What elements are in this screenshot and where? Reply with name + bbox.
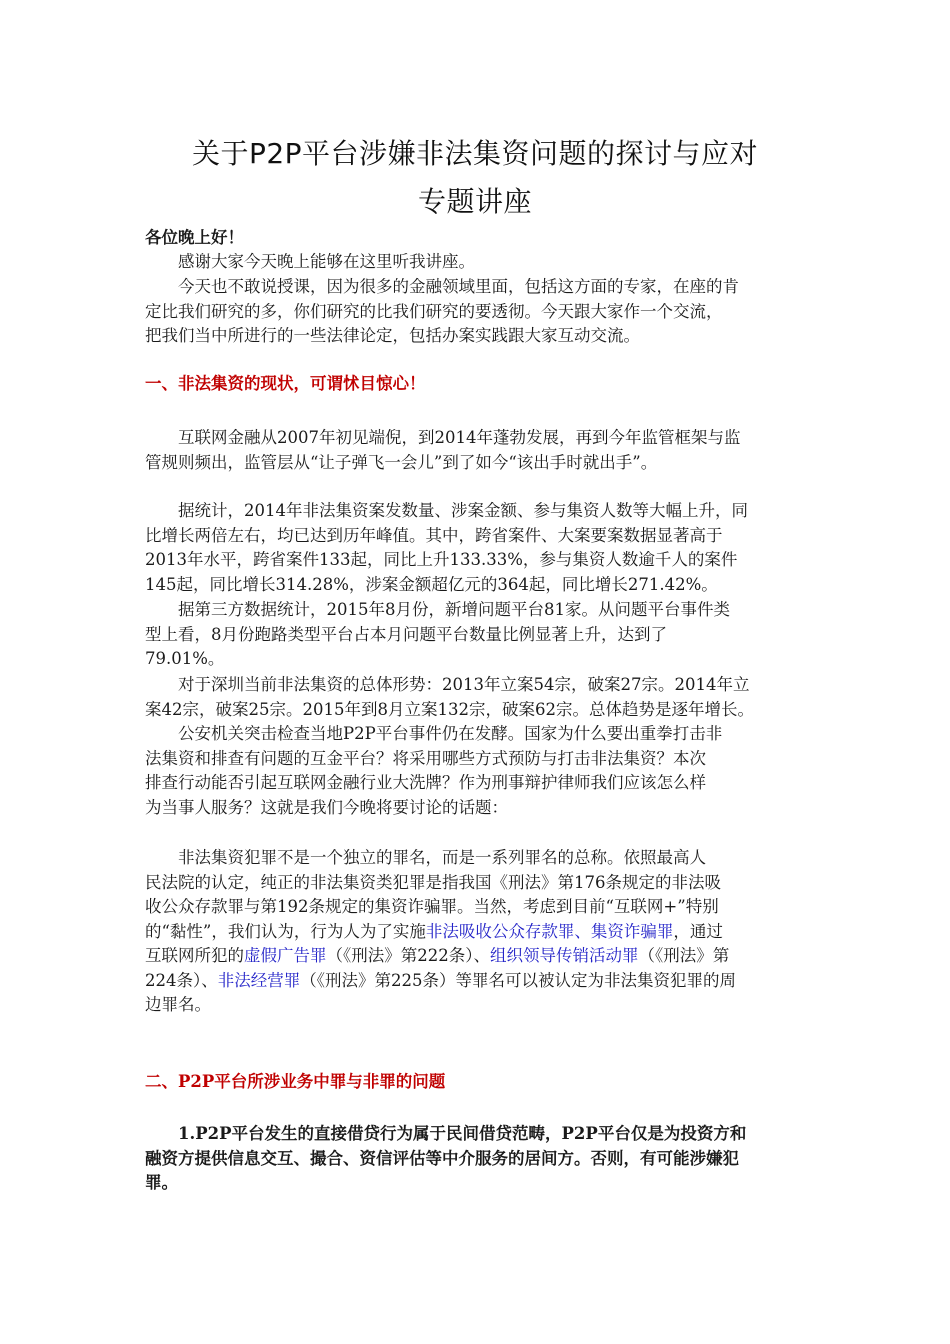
text-span: （《刑法》第 bbox=[638, 946, 730, 965]
text-line: 公安机关突击检查当地P2P平台事件仍在发酵。国家为什么要出重拳打击非 bbox=[145, 724, 723, 743]
text-span: 的“黏性”，我们认为，行为人为了实施 bbox=[145, 921, 426, 941]
section-1-paragraph-1 bbox=[145, 426, 815, 475]
text-line: 把我们当中所进行的一些法律论定，包括办案实践跟大家互动交流。 bbox=[145, 326, 640, 345]
section-2-heading: 二、P2P平台所涉业务中罪与非罪的问题 bbox=[145, 1072, 446, 1091]
text-line: 法集资和排查有问题的互金平台？将采用哪些方式预防与打击非法集资？本次 bbox=[145, 748, 706, 768]
text-line: 定比我们研究的多，你们研究的比我们研究的要透彻。今天跟大家作一个交流， bbox=[145, 301, 723, 321]
crime-link-illegal-deposit-fraud[interactable]: 非法吸收公众存款罪、集资诈骗罪 bbox=[425, 921, 674, 941]
text-line: 收公众存款罪与第192条规定的集资诈骗罪。当然，考虑到目前“互联网+”特别 bbox=[145, 897, 719, 916]
section-1-paragraph-2 bbox=[145, 499, 815, 597]
section-1-paragraph-3 bbox=[145, 598, 815, 672]
text-line: 型上看，8月份跑路类型平台占本月问题平台数量比例显著上升，达到了 bbox=[145, 624, 667, 644]
text-span: （《刑法》第222条）、 bbox=[326, 946, 490, 965]
text-line: 案42宗，破案25宗。2015年到8月立案132宗，破案62宗。总体趋势是逐年增长。 bbox=[145, 699, 754, 719]
crime-link-illegal-business[interactable]: 非法经营罪 bbox=[217, 970, 301, 990]
text-line bbox=[145, 944, 815, 969]
text-line: 边罪名。 bbox=[145, 995, 211, 1014]
text-line: 据统计，2014年非法集资案发数量、涉案金额、参与集资人数等大幅上升，同 bbox=[145, 501, 748, 520]
section-1-paragraph-6 bbox=[145, 846, 815, 1018]
text-line: 据第三方数据统计，2015年8月份，新增问题平台81家。从问题平台事件类 bbox=[145, 600, 730, 619]
crime-link-false-advertising[interactable]: 虚假广告罪 bbox=[244, 946, 327, 965]
text-line: 2013年水平，跨省案件133起，同比上升133.33%，参与集资人数逾千人的案件 bbox=[145, 550, 738, 569]
section-1-paragraph-4 bbox=[145, 673, 815, 722]
text-line bbox=[145, 920, 815, 945]
section-1-heading: 一、非法集资的现状，可谓怵目惊心！ bbox=[145, 374, 426, 393]
section-1-paragraph-5 bbox=[145, 722, 815, 820]
text-line: 145起，同比增长314.28%，涉案金额超亿元的364起，同比增长271.42%。 bbox=[145, 574, 718, 594]
intro-paragraph-2 bbox=[145, 275, 815, 349]
greeting: 各位晚上好！ bbox=[145, 228, 244, 247]
text-line: 感谢大家今天晚上能够在这里听我讲座。 bbox=[145, 252, 475, 271]
text-line: 管规则频出，监管层从“让子弹飞一会儿”到了如今“该出手时就出手”。 bbox=[145, 452, 658, 472]
text-span: （《刑法》第225条）等罪名可以被认定为非法集资犯罪的周 bbox=[300, 970, 736, 990]
text-line: 非法集资犯罪不是一个独立的罪名，而是一系列罪名的总称。依照最高人 bbox=[145, 848, 706, 867]
text-line: 融资方提供信息交互、撮合、资信评估等中介服务的居间方。否则，有可能涉嫌犯 bbox=[145, 1148, 739, 1168]
text-line: 对于深圳当前非法集资的总体形势：2013年立案54宗，破案27宗。2014年立 bbox=[145, 675, 750, 694]
document-title: 关于P2P平台涉嫌非法集资问题的探讨与应对 bbox=[191, 137, 759, 170]
text-line: 互联网金融从2007年初见端倪，到2014年蓬勃发展，再到今年监管框架与监 bbox=[145, 428, 741, 447]
document-subtitle: 专题讲座 bbox=[417, 185, 532, 218]
text-span: 互联网所犯的 bbox=[145, 946, 244, 965]
text-span: ，通过 bbox=[673, 921, 723, 941]
text-line: 为当事人服务？这就是我们今晚将要讨论的话题： bbox=[145, 797, 508, 817]
text-line: 排查行动能否引起互联网金融行业大洗牌？作为刑事辩护律师我们应该怎么样 bbox=[145, 773, 706, 792]
text-line: 罪。 bbox=[145, 1173, 178, 1192]
text-line: 1.P2P平台发生的直接借贷行为属于民间借贷范畴，P2P平台仅是为投资方和 bbox=[145, 1124, 747, 1143]
text-line: 今天也不敢说授课，因为很多的金融领域里面，包括这方面的专家，在座的肯 bbox=[145, 277, 739, 296]
text-line bbox=[145, 969, 815, 994]
text-line: 比增长两倍左右，均已达到历年峰值。其中，跨省案件、大案要案数据显著高于 bbox=[145, 525, 723, 545]
text-line: 民法院的认定，纯正的非法集资类犯罪是指我国《刑法》第176条规定的非法吸 bbox=[145, 872, 721, 892]
text-span: 224条）、 bbox=[145, 970, 218, 990]
intro-paragraph-1 bbox=[145, 250, 815, 275]
text-line: 79.01%。 bbox=[145, 649, 225, 668]
crime-link-pyramid-selling[interactable]: 组织领导传销活动罪 bbox=[490, 946, 639, 965]
section-2-paragraph-1 bbox=[145, 1122, 815, 1196]
